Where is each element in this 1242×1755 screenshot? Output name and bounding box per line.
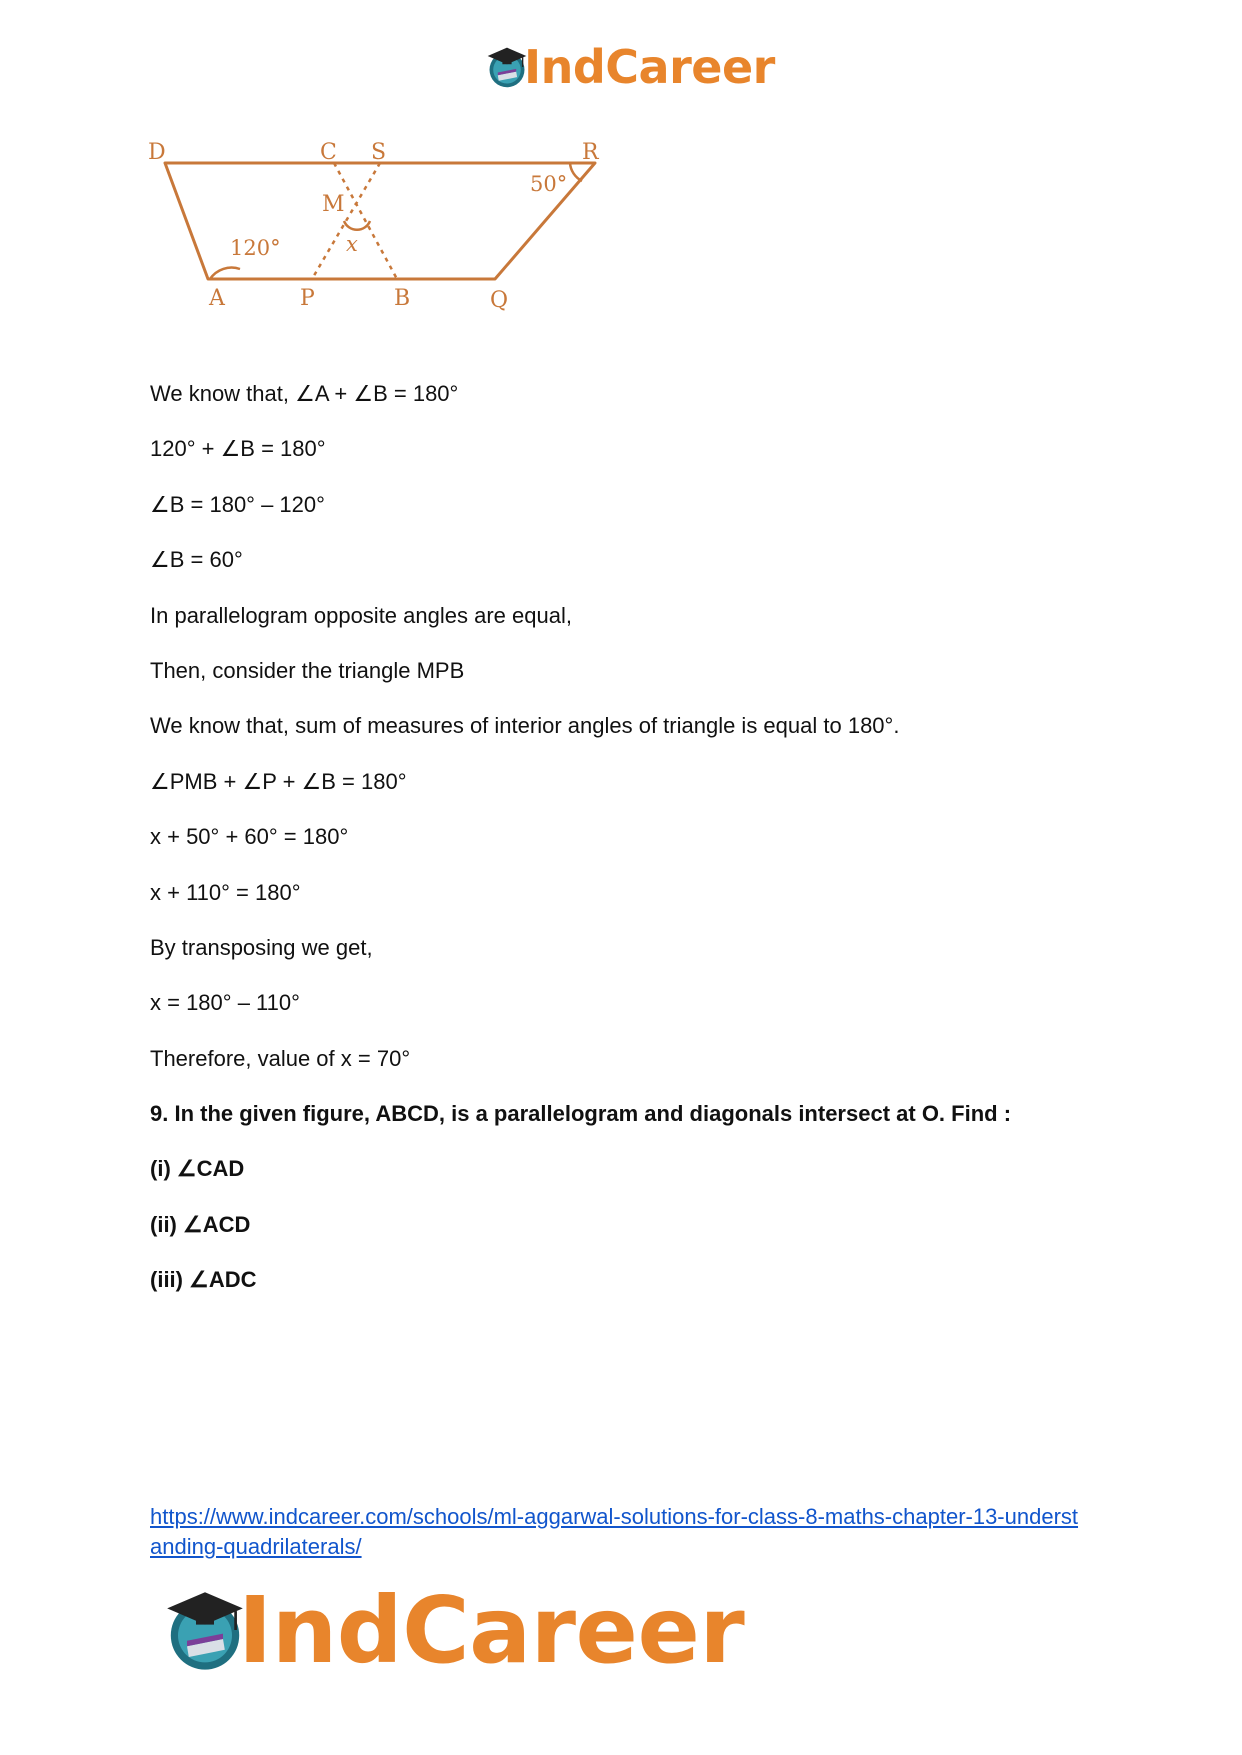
question-part: (iii) ∠ADC	[150, 1267, 257, 1293]
solution-line: Then, consider the triangle MPB	[150, 657, 465, 683]
question-part: (ii) ∠ACD	[150, 1211, 251, 1237]
solution-line: x + 110° = 180°	[150, 879, 301, 905]
solution-line: By transposing we get,	[150, 934, 373, 960]
angle-x-arc	[344, 221, 370, 230]
graduation-cap-globe-icon	[160, 1585, 250, 1675]
label-m: M	[322, 192, 345, 217]
solution-line: In parallelogram opposite angles are equal,	[150, 602, 572, 628]
label-b: B	[394, 286, 411, 311]
solution-content	[150, 380, 1110, 1322]
question-heading: 9. In the given figure, ABCD, is a parallelogram and diagonals intersect at O. Find :	[150, 1101, 1012, 1127]
solution-line: x + 50° + 60° = 180°	[150, 824, 349, 850]
header-logo	[484, 42, 775, 92]
line-cb	[334, 163, 397, 279]
label-p: P	[300, 286, 315, 311]
logo-text: IndCareer	[238, 1576, 745, 1684]
label-d: D	[148, 140, 166, 165]
footer-logo	[160, 1576, 745, 1684]
solution-line: ∠B = 60°	[150, 547, 243, 573]
solution-line: x = 180° – 110°	[150, 990, 300, 1016]
solution-line: Therefore, value of x = 70°	[150, 1045, 411, 1071]
label-angle-a: 120°	[230, 236, 281, 260]
angle-a-arc	[210, 268, 240, 279]
parallelogram-figure	[148, 140, 690, 345]
label-a: A	[209, 286, 225, 311]
logo-text: IndCareer	[524, 40, 775, 94]
label-angle-x: x	[346, 232, 358, 256]
label-r: R	[582, 140, 599, 165]
solution-line: We know that, ∠A + ∠B = 180°	[150, 381, 459, 406]
label-angle-r: 50°	[530, 172, 568, 196]
label-c: C	[320, 140, 337, 165]
solution-line: We know that, sum of measures of interior angles of triangle is equal to 180°.	[150, 713, 900, 739]
label-q: Q	[490, 288, 509, 313]
label-s: S	[371, 140, 387, 165]
solution-line: ∠B = 180° – 120°	[150, 491, 325, 517]
solution-line: 120° + ∠B = 180°	[150, 436, 326, 462]
solution-line: ∠PMB + ∠P + ∠B = 180°	[150, 768, 407, 794]
question-part: (i) ∠CAD	[150, 1156, 245, 1182]
source-link[interactable]: https://www.indcareer.com/schools/ml-aggarwal-solutions-for-class-8-maths-chapter-13-understanding-quadrilaterals/	[150, 1504, 1079, 1559]
